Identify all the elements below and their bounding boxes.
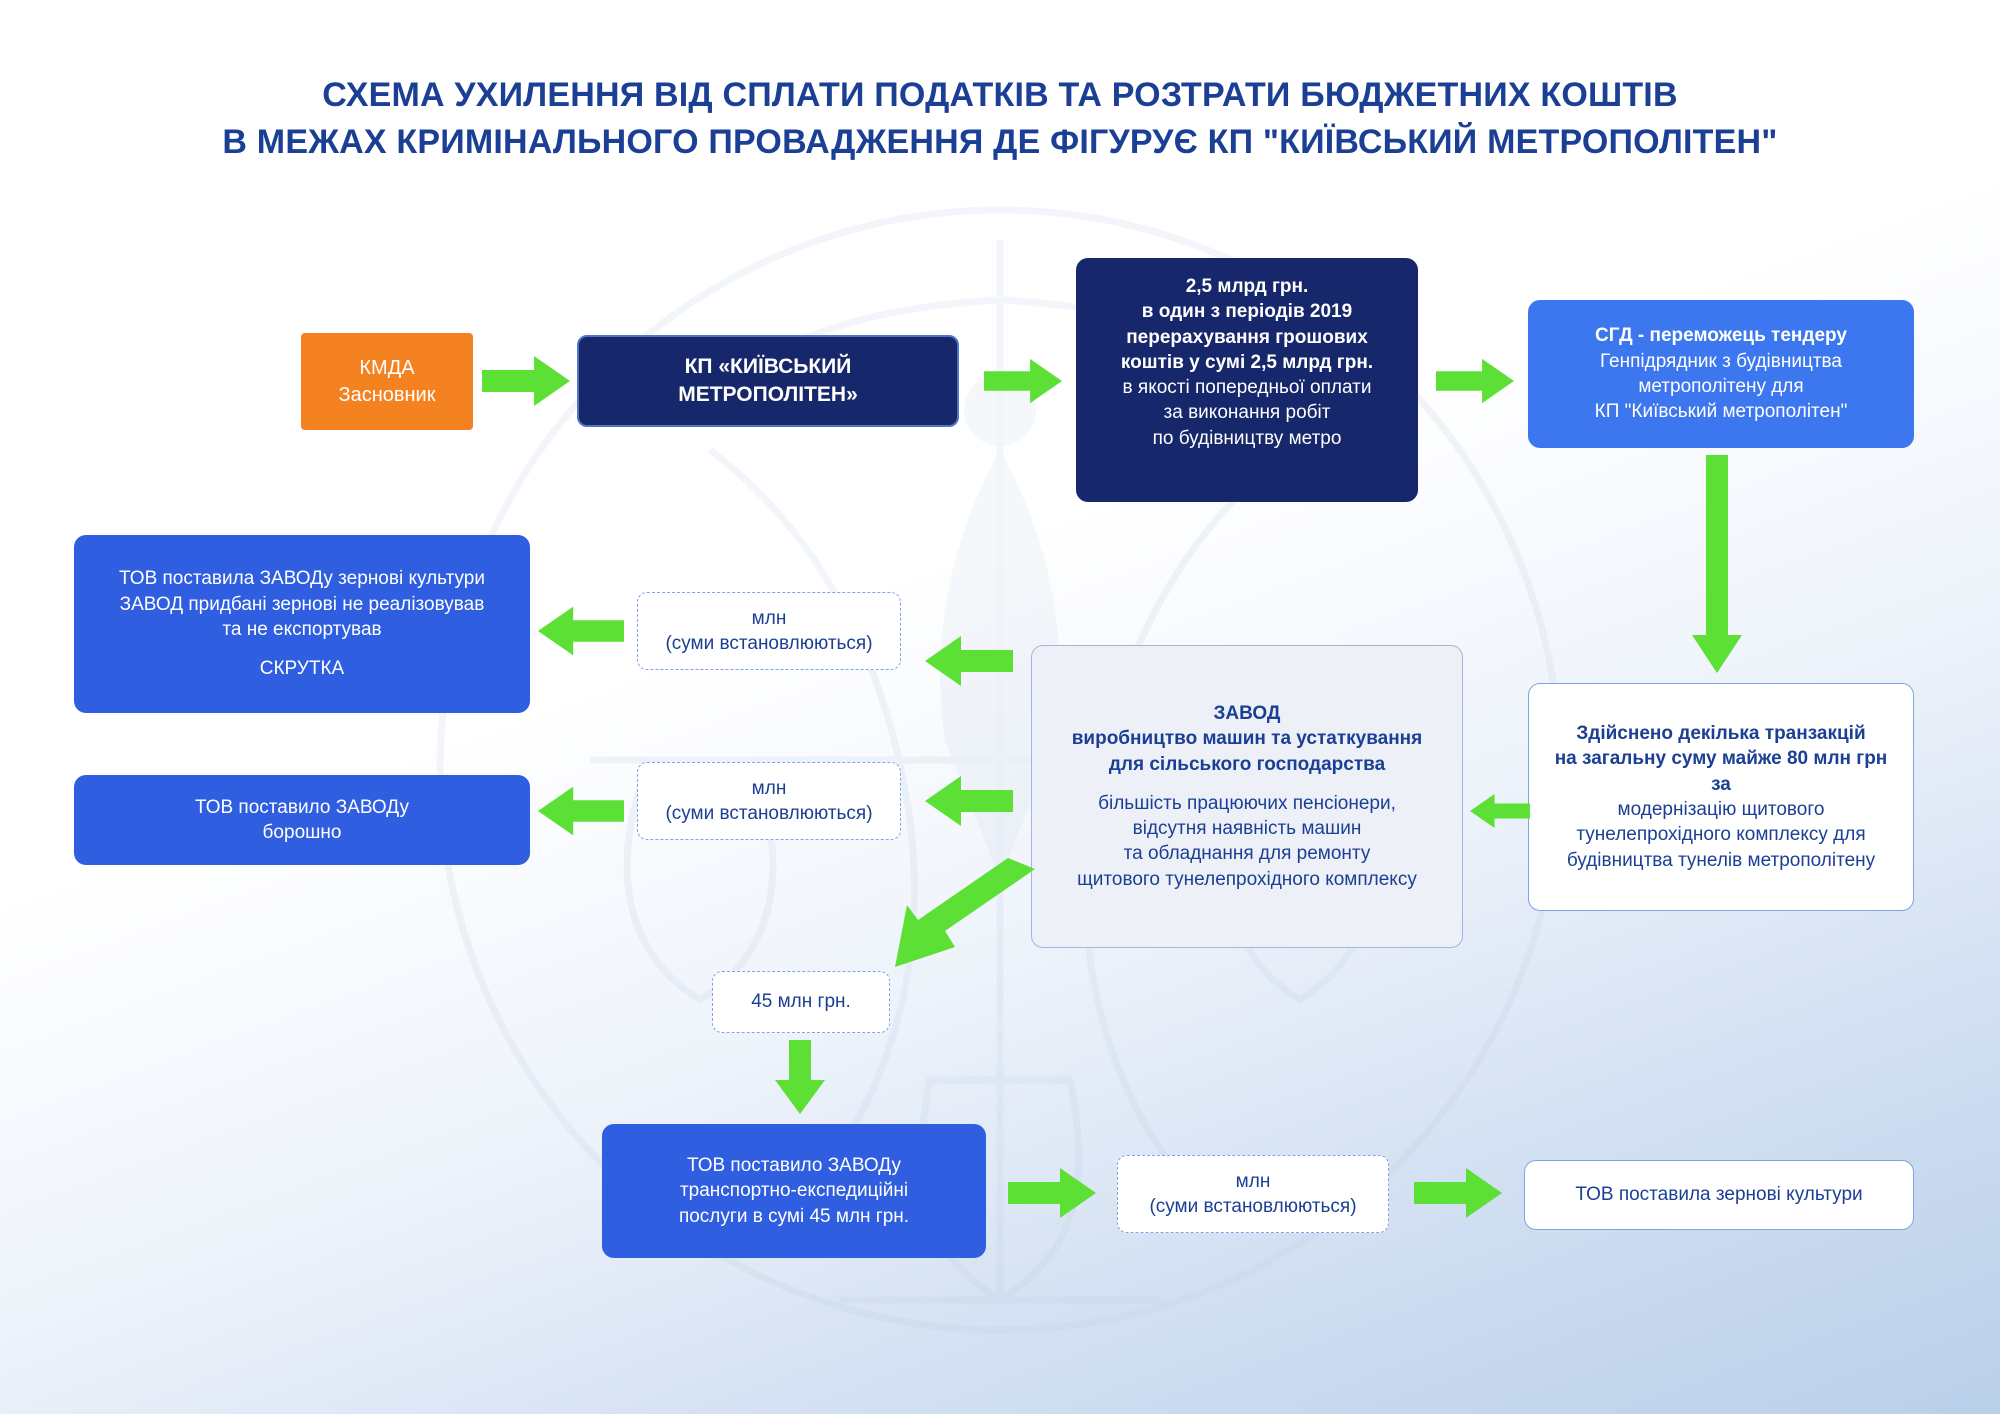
node-grain-supply[interactable] (1524, 1160, 1914, 1230)
node-payment-line-1: 2,5 млрд грн. (1185, 276, 1309, 297)
node-transport-services[interactable] (602, 1124, 986, 1258)
node-skrutka-spacer (88, 642, 516, 656)
node-transactions[interactable] (1528, 683, 1914, 911)
node-zavod-line-3: для сільського господарства (1108, 753, 1386, 775)
node-flour-supply[interactable] (74, 775, 530, 865)
arrow-zavod-to-amount-1 (925, 636, 1013, 686)
node-tender-winner-line-4: КП "Київський метрополітен" (1594, 401, 1848, 423)
node-transactions-line-2: на загальну суму майже 80 млн грн (1554, 748, 1888, 770)
node-zavod[interactable] (1031, 645, 1463, 948)
arrow-amount-3-to-grain (1410, 1168, 1506, 1218)
node-payment-line-6: за виконання робіт (1163, 402, 1331, 424)
node-amount-3-line-2: (суми встановлюються) (1149, 1196, 1357, 1217)
node-tender-winner-line-3: метрополітену для (1638, 376, 1804, 397)
node-amount-2-line-1: млн (751, 777, 787, 799)
node-zavod-line-4: більшість працюючих пенсіонери, (1098, 792, 1396, 814)
arrow-zavod-to-amount-2 (925, 776, 1013, 826)
arrow-payment-to-winner (1436, 356, 1514, 406)
node-kmda-line-2: Засновник (338, 383, 436, 406)
arrow-metro-to-payment (984, 356, 1062, 406)
node-transactions-line-4: модернізацію щитового (1617, 799, 1825, 820)
page-title (0, 72, 2000, 166)
node-payment-line-7: по будівництву метро (1152, 427, 1342, 449)
node-flour-supply-line-2: борошно (262, 822, 342, 843)
node-kmda-line-1: КМДА (359, 356, 415, 379)
node-zavod-line-6: та обладнання для ремонту (1123, 843, 1371, 865)
arrow-transport-to-amount-3 (1004, 1168, 1100, 1218)
node-transport-services-line-3: послуги в сумі 45 млн грн. (678, 1205, 910, 1227)
node-zavod-line-1: ЗАВОД (1213, 703, 1281, 725)
node-amount-1[interactable] (637, 592, 901, 670)
arrow-amount-1-to-skrutka (538, 606, 624, 656)
node-payment-line-5: в якості попередньої оплати (1122, 377, 1372, 399)
arrow-winner-to-transactions (1692, 455, 1742, 673)
node-amount-45[interactable] (712, 971, 890, 1033)
node-amount-1-line-1: млн (751, 607, 787, 629)
node-skrutka[interactable] (74, 535, 530, 713)
node-zavod-line-5: відсутня наявність машин (1132, 818, 1362, 840)
arrow-amount-45-to-transport (775, 1040, 825, 1114)
arrow-transactions-to-zavod (1470, 786, 1530, 836)
title-line-2: В МЕЖАХ КРИМІНАЛЬНОГО ПРОВАДЖЕННЯ ДЕ ФІГУРУЄ КП "КИЇВСЬКИЙ МЕТРОПОЛІТЕН" (222, 122, 1778, 161)
node-transport-services-line-1: ТОВ поставило ЗАВОДу (686, 1155, 902, 1177)
arrow-kmda-to-metro (482, 356, 570, 406)
node-amount-3[interactable] (1117, 1155, 1389, 1233)
arrow-amount-2-to-flour (538, 786, 624, 836)
node-tender-winner-line-1: СГД - переможець тендеру (1595, 325, 1847, 347)
node-amount-2[interactable] (637, 762, 901, 840)
node-kmda[interactable] (301, 333, 473, 430)
node-tender-winner[interactable] (1528, 300, 1914, 448)
node-transport-services-line-2: транспортно-експедиційні (679, 1180, 909, 1202)
node-payment[interactable] (1076, 258, 1418, 502)
node-transactions-line-5: тунелепрохідного комплексу для (1576, 824, 1866, 846)
title-line-1: СХЕМА УХИЛЕННЯ ВІД СПЛАТИ ПОДАТКІВ ТА РОЗТРАТИ БЮДЖЕТНИХ КОШТІВ (322, 76, 1678, 114)
node-amount-3-line-1: млн (1235, 1170, 1271, 1192)
arrow-zavod-to-amount-45 (885, 855, 1035, 975)
node-skrutka-line-4: СКРУТКА (259, 658, 345, 680)
node-grain-supply-line-1: ТОВ поставила зернові культури (1575, 1184, 1863, 1206)
node-transactions-line-6: будівництва тунелів метрополітену (1566, 849, 1876, 871)
node-skrutka-line-3: та не експортував (222, 619, 382, 640)
node-flour-supply-line-1: ТОВ поставило ЗАВОДу (194, 796, 410, 818)
node-skrutka-line-2: ЗАВОД придбані зернові не реалізовував (119, 593, 485, 615)
node-metro-line-1: КП «КИЇВСЬКИЙ МЕТРОПОЛІТЕН» (678, 355, 858, 406)
node-payment-line-2: в один з періодів 2019 (1141, 301, 1353, 323)
node-tender-winner-line-2: Генпідрядник з будівництва (1600, 350, 1842, 372)
node-transactions-line-3: за (1711, 773, 1731, 795)
node-zavod-spacer (1046, 777, 1448, 791)
node-zavod-line-7: щитового тунелепрохідного комплексу (1077, 868, 1417, 890)
node-amount-2-line-2: (суми встановлюються) (665, 803, 873, 824)
node-skrutka-line-1: ТОВ поставила ЗАВОДу зернові культури (119, 568, 485, 590)
node-payment-line-3: перерахування грошових (1126, 326, 1368, 348)
node-amount-45-line-1: 45 млн грн. (751, 991, 851, 1013)
node-metro[interactable] (577, 335, 959, 427)
node-amount-1-line-2: (суми встановлюються) (665, 633, 873, 654)
node-zavod-line-2: виробництво машин та устаткування (1071, 728, 1423, 750)
node-payment-line-4: коштів у сумі 2,5 млрд грн. (1120, 351, 1374, 373)
node-transactions-line-1: Здійснено декілька транзакцій (1576, 723, 1866, 745)
